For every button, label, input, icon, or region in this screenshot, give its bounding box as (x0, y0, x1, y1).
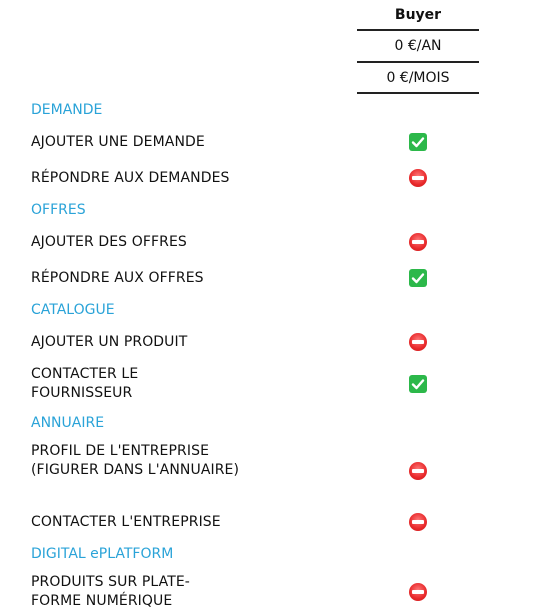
feature-label: CONTACTER LE FOURNISSEUR (31, 366, 139, 401)
plan-name: Buyer (357, 0, 479, 31)
plan-price-month: 0 €/MOIS (357, 63, 479, 94)
no-entry-icon (409, 333, 427, 351)
no-entry-icon (409, 583, 427, 601)
feature-label: AJOUTER DES OFFRES (31, 234, 187, 250)
no-entry-icon (409, 169, 427, 187)
feature-label: RÉPONDRE AUX DEMANDES (31, 170, 230, 186)
plan-header (357, 0, 479, 94)
check-icon (409, 133, 427, 151)
check-icon (409, 375, 427, 393)
no-entry-icon (409, 513, 427, 531)
feature-label: AJOUTER UN PRODUIT (31, 334, 188, 350)
section-title-demande: DEMANDE (31, 102, 103, 118)
feature-label: PROFIL DE L'ENTREPRISE (FIGURER DANS L'ANNUAIRE) (31, 443, 240, 478)
no-entry-icon (409, 462, 427, 480)
plan-price-year: 0 €/AN (357, 31, 479, 63)
no-entry-icon (409, 233, 427, 251)
feature-label: CONTACTER L'ENTREPRISE (31, 514, 221, 530)
check-icon (409, 269, 427, 287)
section-title-annuaire: ANNUAIRE (31, 415, 105, 431)
section-title-offres: OFFRES (31, 202, 86, 218)
feature-label: RÉPONDRE AUX OFFRES (31, 270, 204, 286)
section-title-catalogue: CATALOGUE (31, 302, 115, 318)
section-title-digital-eplatform: DIGITAL ePLATFORM (31, 546, 174, 562)
feature-label: AJOUTER UNE DEMANDE (31, 134, 205, 150)
feature-label: PRODUITS SUR PLATE-FORME NUMÉRIQUE (31, 574, 190, 609)
